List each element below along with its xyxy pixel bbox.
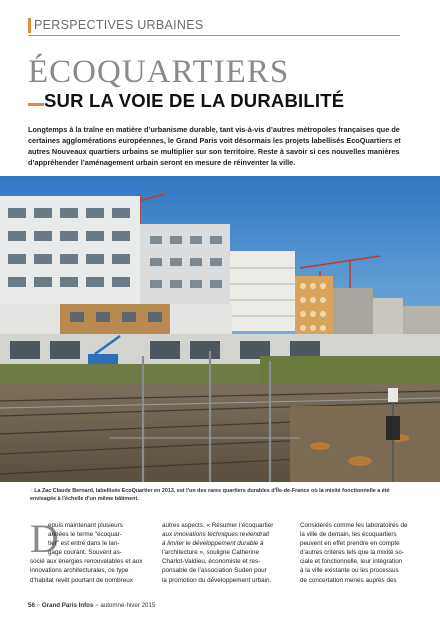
photo-caption bbox=[30, 487, 414, 503]
page-title: ÉCOQUARTIERS bbox=[28, 54, 290, 90]
drop-cap: D bbox=[30, 516, 59, 561]
issue-season: automne-hiver 2015 bbox=[100, 602, 156, 609]
article-column-3 bbox=[300, 521, 420, 585]
footer-separator: » bbox=[36, 602, 41, 609]
caption-text: La Zac Claude Bernard, labellisée EcoQuartier en 2013, est l’un des rares quartiers durables d’Île-de-France où la mixité fonctionnelle a été envisagée à l’échelle d’un même bâtiment. bbox=[30, 488, 390, 502]
col3-line: d’autres critères tels que la mixité so- bbox=[300, 549, 404, 557]
article-column-1 bbox=[30, 516, 148, 585]
lead-paragraph: Longtemps à la traîne en matière d’urbanisme durable, tant vis-à-vis d’autres métropoles françaises que de certaines agglomérations européennes, le Grand Paris voit désormais les projets labellisés EcoQuartiers et autres Nouveaux quartiers urbains se multiplier sur son territoire. Reste à savoir si ces nouvelles manières d’appréhender l’aménagement urbain seront en mesure de réinventer la ville. bbox=[28, 125, 401, 167]
col1-line: tier” est entré dans le lan- bbox=[48, 540, 120, 548]
col2-line: Charlot-Valdieu, économiste et res- bbox=[162, 558, 261, 566]
page-subtitle: SUR LA VOIE DE LA DURABILITÉ bbox=[44, 90, 345, 111]
col1-line: socié aux énergies renouvelables et aux bbox=[30, 558, 143, 566]
subtitle-accent-bar bbox=[28, 103, 44, 106]
article-column-2 bbox=[162, 521, 284, 585]
page-number: 56 bbox=[28, 602, 35, 609]
col3-line: ciale et fonctionnelle, leur intégration bbox=[300, 558, 403, 566]
caption-arrow-icon: ↑ bbox=[30, 488, 33, 494]
article-photo bbox=[0, 176, 440, 482]
col3-line: de concertation menés auprès des bbox=[300, 576, 397, 584]
section-tag-bar bbox=[28, 18, 31, 33]
section-tag-label: PERSPECTIVES URBAINES bbox=[34, 18, 204, 32]
section-tag bbox=[28, 16, 400, 35]
col2-line: aux innovations techniques reviendrait bbox=[162, 531, 270, 539]
col2-line: ponsable de l’association Suden pour bbox=[162, 567, 267, 575]
col1-line: d’habitat revêt pourtant de nombreux bbox=[30, 576, 133, 584]
col2-line: la promotion du développement urbain. bbox=[162, 576, 272, 584]
col3-line: Considérés comme les laboratoires de bbox=[300, 522, 408, 529]
col3-line: la ville de demain, les écoquartiers bbox=[300, 531, 397, 539]
col3-line: peuvent en effet prendre en compte bbox=[300, 540, 400, 548]
col1-line: innovations architecturales, ce type bbox=[30, 567, 129, 575]
col1-line: années le terme “écoquar- bbox=[48, 531, 122, 539]
col3-line: à la ville existante ou les processus bbox=[300, 567, 399, 575]
col2-line: à limiter le développement durable à bbox=[162, 540, 264, 548]
magazine-name: Grand Paris Infos bbox=[41, 602, 94, 609]
page-footer bbox=[28, 602, 155, 609]
col2-line: autres aspects. « Résumer l’écoquartier bbox=[162, 522, 274, 529]
col1-line: epuis maintenant plusieurs bbox=[48, 522, 123, 529]
footer-separator: » bbox=[95, 602, 99, 609]
col1-line: gage courant. Souvent as- bbox=[48, 549, 122, 557]
col2-line: l’architecture », souligne Catherine bbox=[162, 549, 259, 557]
section-tag-rule bbox=[28, 35, 400, 36]
